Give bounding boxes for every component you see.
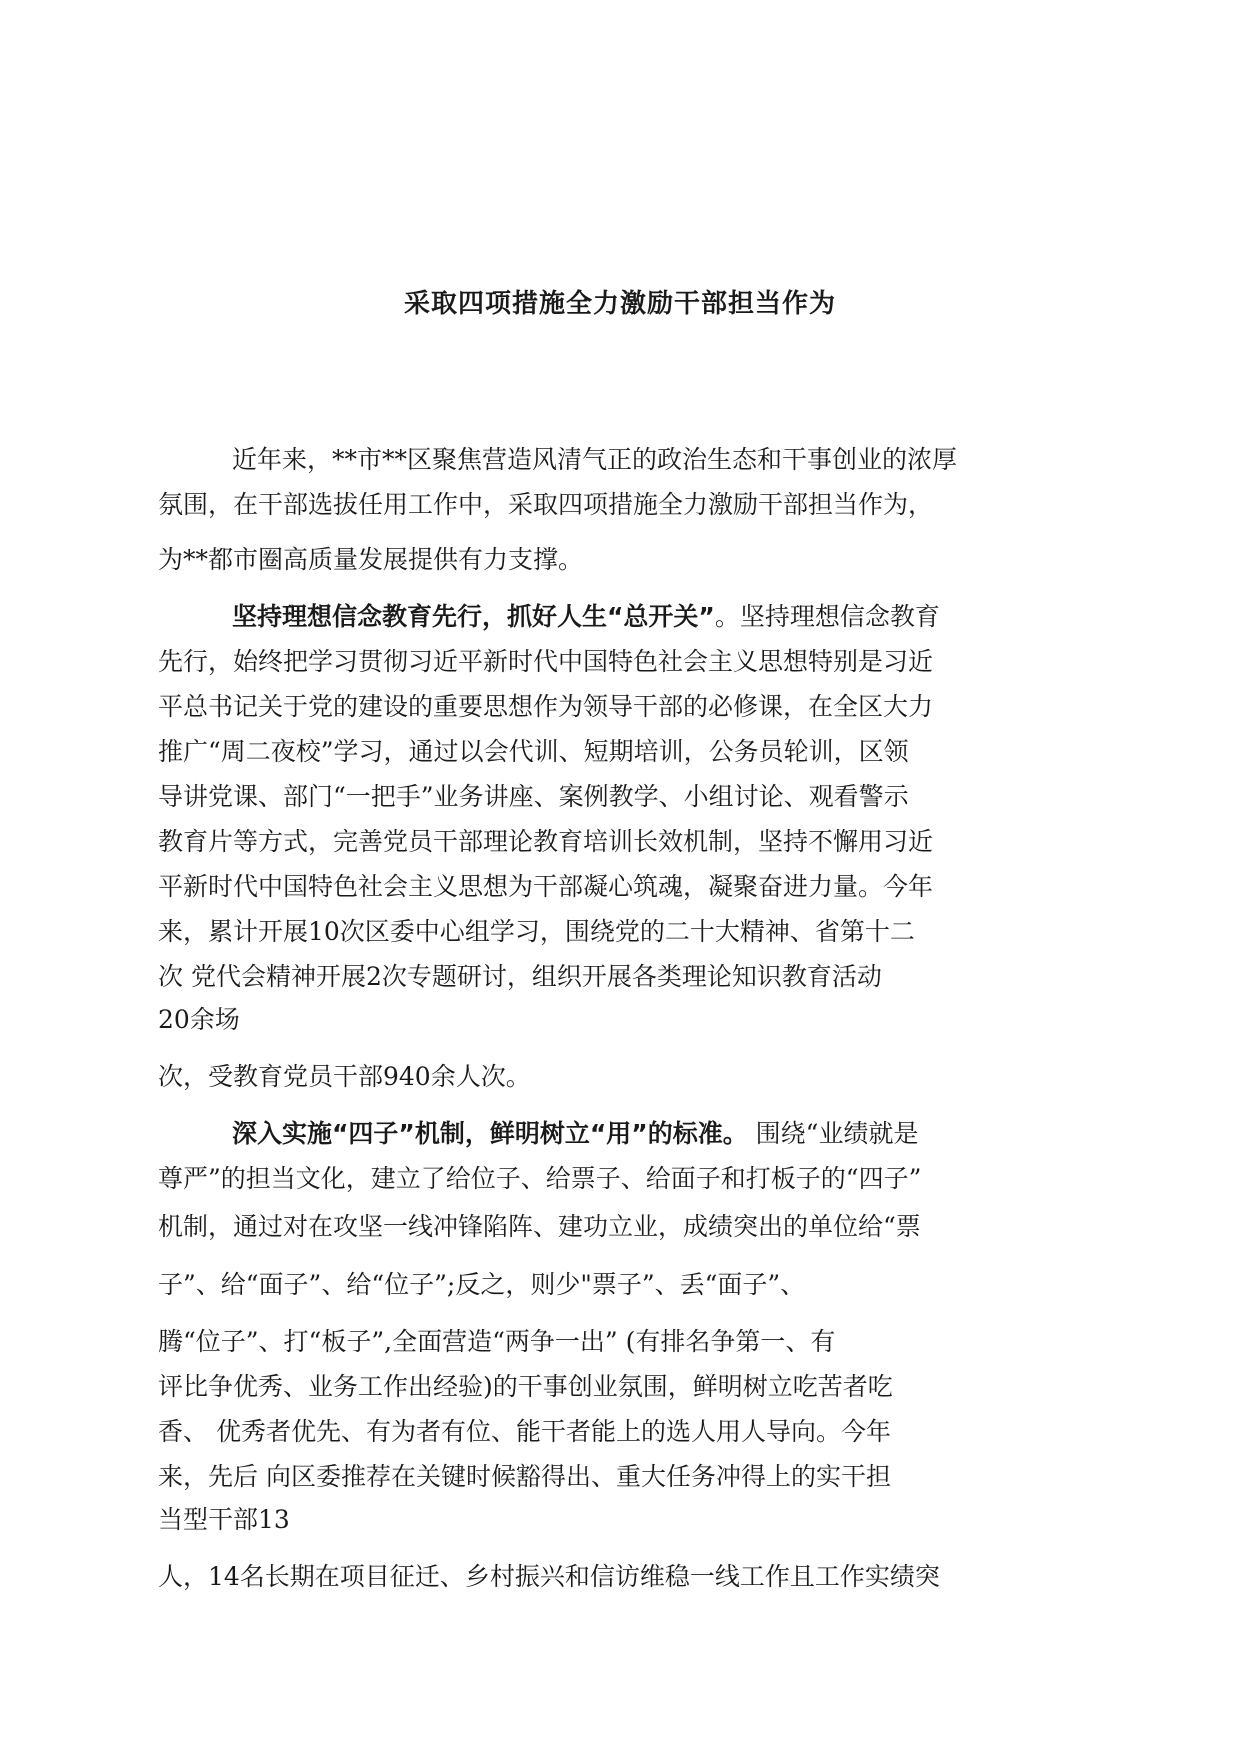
document-title: 采取四项措施全力激励干部担当作为 [403, 289, 836, 319]
paragraph-line: 坚持理想信念教育先行，抓好人生“总开关”。坚持理想信念教育 [232, 602, 940, 631]
paragraph-line: 当型干部13 [158, 1505, 290, 1534]
paragraph-line: 平总书记关于党的建设的重要思想作为领导干部的必修课，在全区大力 [158, 692, 934, 721]
paragraph-line: 次，受教育党员干部940余人次。 [158, 1062, 531, 1091]
paragraph-line: 教育片等方式，完善党员干部理论教育培训长效机制，坚持不懈用习近 [158, 827, 934, 856]
paragraph-line: 机制，通过对在攻坚一线冲锋陷阵、建功立业，成绩突出的单位给“票 [158, 1212, 921, 1241]
paragraph-line: 为**都市圈高质量发展提供有力支撑。 [158, 545, 584, 574]
paragraph-line: 次 党代会精神开展2次专题研讨，组织开展各类理论知识教育活动 [158, 962, 882, 991]
paragraph-line: 平新时代中国特色社会主义思想为干部凝心筑魂，凝聚奋进力量。今年 [158, 872, 934, 901]
paragraph-line: 评比争优秀、业务工作出经验)的干事创业氛围，鲜明树立吃苦者吃 [158, 1372, 893, 1401]
section-heading: 坚持理想信念教育先行，抓好人生“总开关” [232, 602, 715, 631]
paragraph-line: 腾“位子”、打“板子”,全面营造“两争一出” (有排名争第一、有 [158, 1327, 836, 1356]
paragraph-line: 推广“周二夜校”学习，通过以会代训、短期培训，公务员轮训，区领 [158, 737, 909, 766]
paragraph-line: 尊严”的担当文化，建立了给位子、给票子、给面子和打板子的“四子” [158, 1164, 922, 1193]
paragraph-line: 人，14名长期在项目征迁、乡村振兴和信访维稳一线工作且工作实绩突 [158, 1562, 940, 1591]
paragraph-line: 来，累计开展10次区委中心组学习，围绕党的二十大精神、省第十二 [158, 917, 915, 946]
paragraph-line: 先行，始终把学习贯彻习近平新时代中国特色社会主义思想特别是习近 [158, 647, 934, 676]
paragraph-line: 近年来，**市**区聚焦营造风清气正的政治生态和干事创业的浓厚 [232, 445, 958, 474]
section-heading: 深入实施“四子”机制，鲜明树立“用”的标准。 [232, 1119, 748, 1148]
paragraph-line: 导讲党课、部门“一把手”业务讲座、案例教学、小组讨论、观看警示 [158, 782, 909, 811]
paragraph-line: 20余场 [158, 1005, 240, 1034]
paragraph-line: 来，先后 向区委推荐在关键时候豁得出、重大任务冲得上的实干担 [158, 1462, 891, 1491]
paragraph-line: 氛围，在干部选拔任用工作中，采取四项措施全力激励干部担当作为， [158, 490, 934, 519]
paragraph-line: 子”、给“面子”、给“位子”;反之，则少"票子”、丢“面子”、 [158, 1270, 806, 1299]
paragraph-line: 香、 优秀者优先、有为者有位、能干者能上的选人用人导向。今年 [158, 1417, 891, 1446]
paragraph-line: 深入实施“四子”机制，鲜明树立“用”的标准。 围绕“业绩就是 [232, 1119, 919, 1148]
